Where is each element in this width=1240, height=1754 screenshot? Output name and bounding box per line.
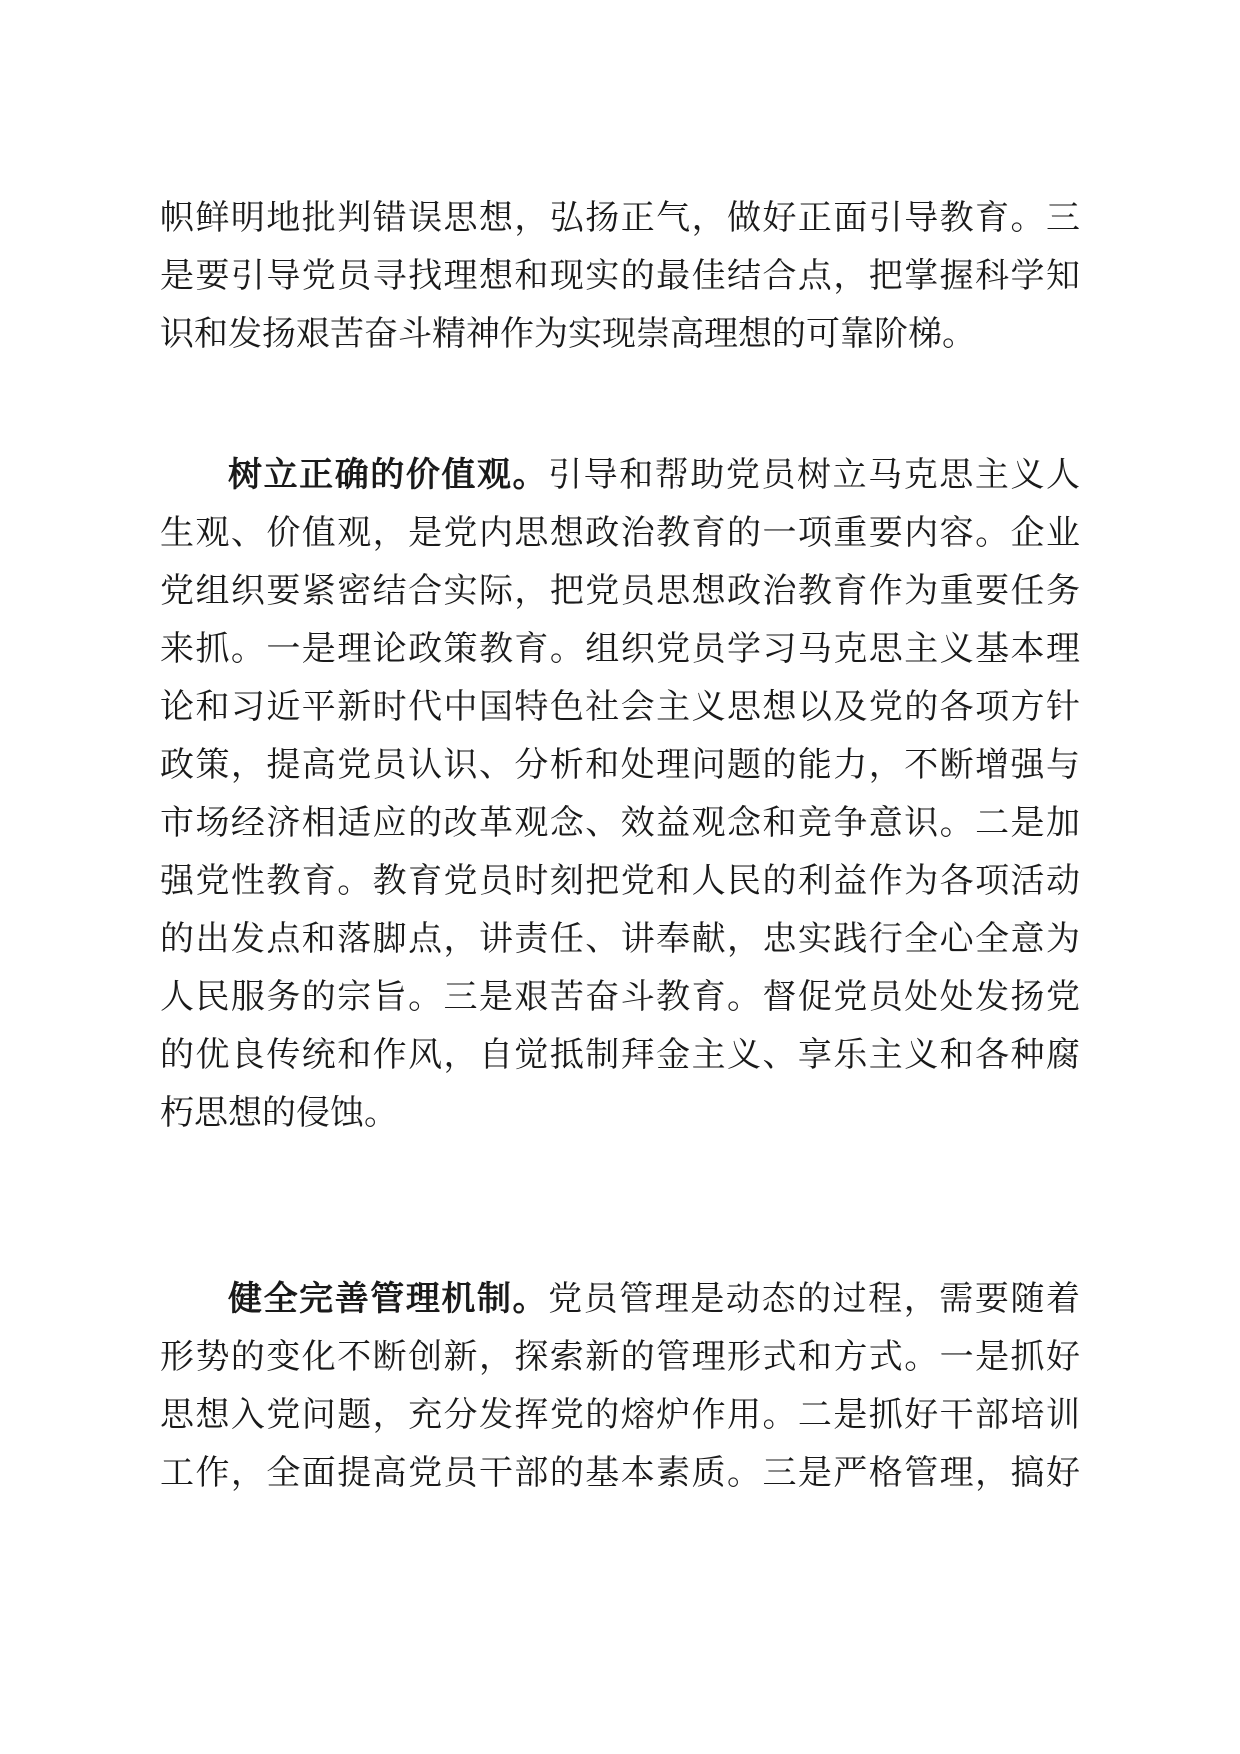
paragraph-line: 市场经济相适应的改革观念、效益观念和竞争意识。二是加 (160, 803, 1080, 843)
paragraph-first-line (160, 1270, 1080, 1328)
paragraph-line: 论和习近平新时代中国特色社会主义思想以及党的各项方针 (160, 687, 1080, 727)
paragraph-line: 党组织要紧密结合实际，把党员思想政治教育作为重要任务 (160, 571, 1080, 611)
paragraph-line: 的优良传统和作风，自觉抵制拜金主义、享乐主义和各种腐 (160, 1035, 1080, 1075)
paragraph-line: 的出发点和落脚点，讲责任、讲奉献，忠实践行全心全意为 (160, 919, 1080, 959)
paragraph-line: 识和发扬艰苦奋斗精神作为实现崇高理想的可靠阶梯。 (160, 314, 976, 354)
paragraph-line: 思想入党问题，充分发挥党的熔炉作用。二是抓好干部培训 (160, 1395, 1080, 1435)
paragraph-first-line (160, 446, 1080, 504)
paragraph-heading: 健全完善管理机制。 (228, 1279, 549, 1319)
paragraph-3 (160, 1270, 1080, 1502)
paragraph-line: 人民服务的宗旨。三是艰苦奋斗教育。督促党员处处发扬党 (160, 977, 1080, 1017)
paragraph-heading: 树立正确的价值观。 (228, 455, 549, 495)
paragraph-line: 强党性教育。教育党员时刻把党和人民的利益作为各项活动 (160, 861, 1080, 901)
paragraph-1 (160, 189, 1080, 363)
paragraph-line: 政策，提高党员认识、分析和处理问题的能力，不断增强与 (160, 745, 1080, 785)
paragraph-line: 生观、价值观，是党内思想政治教育的一项重要内容。企业 (160, 513, 1080, 553)
paragraph-line: 形势的变化不断创新，探索新的管理形式和方式。一是抓好 (160, 1337, 1080, 1377)
paragraph-line: 来抓。一是理论政策教育。组织党员学习马克思主义基本理 (160, 629, 1080, 669)
paragraph-line: 朽思想的侵蚀。 (160, 1093, 398, 1133)
paragraph-line: 帜鲜明地批判错误思想，弘扬正气，做好正面引导教育。三 (160, 198, 1080, 238)
paragraph-2 (160, 446, 1080, 1142)
paragraph-line-text: 引导和帮助党员树立马克思主义人 (548, 455, 1081, 495)
paragraph-line: 是要引导党员寻找理想和现实的最佳结合点，把掌握科学知 (160, 256, 1080, 296)
paragraph-line-text: 党员管理是动态的过程，需要随着 (548, 1279, 1081, 1319)
paragraph-line: 工作，全面提高党员干部的基本素质。三是严格管理，搞好 (160, 1453, 1080, 1493)
